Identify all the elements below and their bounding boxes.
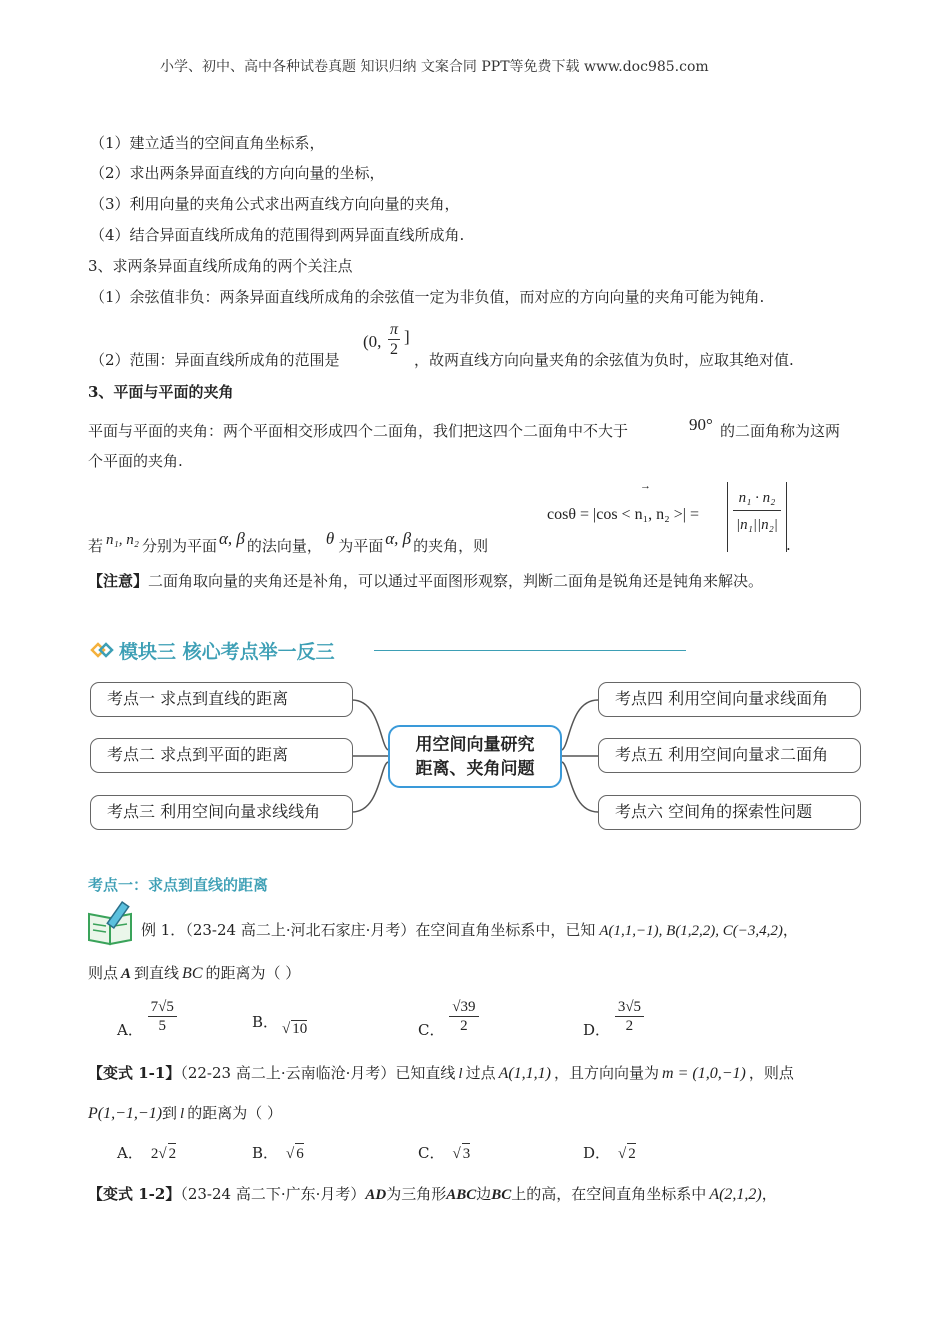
cond-alpha-beta: α, β [218, 529, 245, 548]
example1-label: 例 1． [141, 921, 186, 939]
note-label: 【注意】 [88, 572, 149, 590]
ex1-option-b-value: √ 10 [282, 1021, 308, 1037]
formula-numerator: n₁ · n₂ [733, 482, 781, 511]
v11-option-c-label: C． [418, 1144, 445, 1162]
example1-line1 [141, 920, 798, 941]
variant11-m: m = (1,0,−1) [662, 1065, 746, 1082]
ex1-option-c-label: C． [418, 1020, 445, 1039]
variant11-t6: 的距离为（ ） [187, 1104, 282, 1122]
note-text: 二面角取向量的夹角还是补角，可以通过平面图形观察，判断二面角是锐角还是钝角来解决。 [148, 572, 764, 590]
variant12-ABC: ABC [446, 1187, 477, 1203]
variant11-t1: （22-23 高二上·云南临沧·月考）已知直线 [180, 1064, 456, 1082]
variant11-l: l [458, 1066, 463, 1082]
formula-lhs: cosθ = |cos < n₁, n₂ >| = [547, 506, 699, 523]
mindmap-node-4: 考点四 利用空间向量求线面角 [598, 682, 861, 717]
cond-t4: 的夹角，则 [413, 537, 489, 555]
mindmap-node-1: 考点一 求点到直线的距离 [90, 682, 353, 717]
cond-normals: n₁, n₂ [106, 532, 139, 548]
variant11-t3: ，且方向向量为 [554, 1064, 660, 1082]
mindmap-center-line1: 用空间向量研究 [415, 735, 535, 755]
plane-heading: 3、平面与平面的夹角 [88, 383, 234, 401]
variant12-t4: 上的高，在空间直角坐标系中 [511, 1185, 707, 1203]
v11-option-a-label: A． [117, 1144, 143, 1162]
step-1: （1）建立适当的空间直角坐标系， [90, 134, 325, 152]
step-3: （3）利用向量的夹角公式求出两直线方向向量的夹角， [90, 195, 460, 213]
cond-alpha-beta-2: α, β [385, 529, 412, 548]
ex1-option-c-value: $\frac{√39}{2}$ [449, 998, 478, 1035]
mindmap-node-5: 考点五 利用空间向量求二面角 [598, 738, 861, 773]
variant12-label: 【变式 1-2】 [88, 1185, 181, 1203]
topic1-title: 考点一：求点到直线的距离 [88, 876, 269, 894]
mindmap-center [388, 725, 562, 788]
variant11-l2: l [180, 1106, 185, 1122]
variant11-line1 [88, 1063, 794, 1084]
variant12-t2: 为三角形 [386, 1185, 447, 1203]
v11-option-d-value: √ 2 [618, 1146, 636, 1162]
step-2: （2）求出两条异面直线的方向向量的坐标， [90, 164, 385, 182]
plane-def-line1a: 平面与平面的夹角：两个平面相交形成四个二面角，我们把这四个二面角中不大于 [88, 422, 629, 440]
ex1-option-d-label: D． [583, 1020, 611, 1039]
ex1-option-c[interactable] [418, 998, 479, 1039]
q-b: 到直线 [134, 964, 180, 982]
variant11-label: 【变式 1-1】 [88, 1064, 181, 1082]
interval-open: (0, [363, 332, 382, 351]
interval-close: ] [404, 327, 410, 346]
two-symbol: 2 [390, 341, 398, 358]
module-title: 模块三 核心考点举一反三 [119, 641, 335, 663]
ex1-option-d[interactable] [583, 998, 644, 1039]
v11-option-d-label: D． [583, 1144, 611, 1162]
cond-ruo: 若 [88, 537, 104, 555]
cond-t2: 的法向量， [246, 537, 322, 555]
variant12-AD: AD [365, 1187, 387, 1203]
variant12-BC: BC [491, 1187, 512, 1203]
variant12-A: A(2,1,2) [709, 1186, 762, 1203]
degree-value: 90° [689, 415, 713, 434]
point-1: （1）余弦值非负：两条异面直线所成角的余弦值一定为非负值，而对应的方向向量的夹角可能为钝角. [90, 288, 765, 306]
cond-t3: 为平面 [338, 537, 384, 555]
formula-arrow: → [640, 480, 651, 492]
plane-def-line2: 个平面的夹角. [88, 452, 183, 470]
variant11-P: P(1,−1,−1) [88, 1105, 163, 1122]
ex1-option-b[interactable] [252, 1012, 278, 1032]
cond-t1: 分别为平面 [141, 537, 217, 555]
points-heading: 3、求两条异面直线所成角的两个关注点 [88, 257, 353, 275]
v11-option-b-label: B． [252, 1144, 279, 1162]
ex1-option-b-label: B． [252, 1013, 279, 1031]
example1-comma: ， [782, 921, 798, 939]
mindmap-center-line2: 距离、夹角问题 [415, 759, 535, 779]
ex1-option-a-value: $\frac{7√5}{5}$ [148, 998, 177, 1035]
point-2-text: （2）范围：异面直线所成角的范围是 [90, 351, 340, 369]
plane-def-line1b: 的二面角称为这两 [720, 422, 841, 440]
formula-denominator: |n₁||n₂| [736, 517, 778, 533]
mindmap-node-6: 考点六 空间角的探索性问题 [598, 795, 861, 830]
variant11-t4: ，则点 [748, 1064, 794, 1082]
variant12-t1: （23-24 高二下·广东·月考） [180, 1185, 366, 1203]
v11-option-c[interactable] [418, 1143, 470, 1164]
variant11-t5: 到 [162, 1104, 178, 1122]
formula-end: . [786, 536, 791, 554]
ex1-option-a-label: A． [117, 1020, 143, 1039]
q-a: 则点 [88, 964, 119, 982]
v11-option-a-value: 2√ 2 [151, 1146, 176, 1162]
cond-theta: θ [325, 529, 335, 548]
mindmap-node-3: 考点三 利用空间向量求线线角 [90, 795, 353, 830]
variant12-end: ， [761, 1185, 777, 1203]
v11-option-d[interactable] [583, 1143, 636, 1164]
page-header: 小学、初中、高中各种试卷真题 知识归纳 文案合同 PPT等免费下载 www.doc985.com [160, 59, 709, 75]
mindmap-node-2: 考点二 求点到平面的距离 [90, 738, 353, 773]
v11-option-b[interactable] [252, 1143, 304, 1164]
variant12-t3: 边 [476, 1185, 492, 1203]
q-BC: BC [182, 965, 203, 982]
ex1-option-a[interactable] [117, 998, 177, 1039]
pi-symbol: π [390, 321, 399, 338]
variant11-line2 [88, 1103, 282, 1124]
v11-option-b-value: √ 6 [286, 1146, 304, 1162]
variant11-t2: 过点 [465, 1064, 496, 1082]
book-pencil-icon [86, 900, 138, 946]
variant12-line1 [88, 1184, 777, 1205]
example1-points: A(1,1,−1), B(1,2,2), C(−3,4,2) [599, 923, 783, 939]
variant11-A: A(1,1,1) [498, 1065, 552, 1082]
q-c: 的距离为（ ） [205, 964, 301, 982]
example1-source: （23-24 高二上·河北石家庄·月考）在空间直角坐标系中，已知 [185, 921, 596, 939]
q-A: A [121, 966, 132, 982]
example1-question [88, 963, 300, 984]
v11-option-a[interactable] [117, 1143, 176, 1164]
point-2-after: ，故两直线方向向量夹角的余弦值为负时，应取其绝对值. [414, 351, 794, 369]
v11-option-c-value: √ 3 [452, 1146, 470, 1162]
ex1-option-d-value: $\frac{3√5}{2}$ [615, 998, 644, 1035]
step-4: （4）结合异面直线所成角的范围得到两异面直线所成角. [90, 226, 465, 244]
